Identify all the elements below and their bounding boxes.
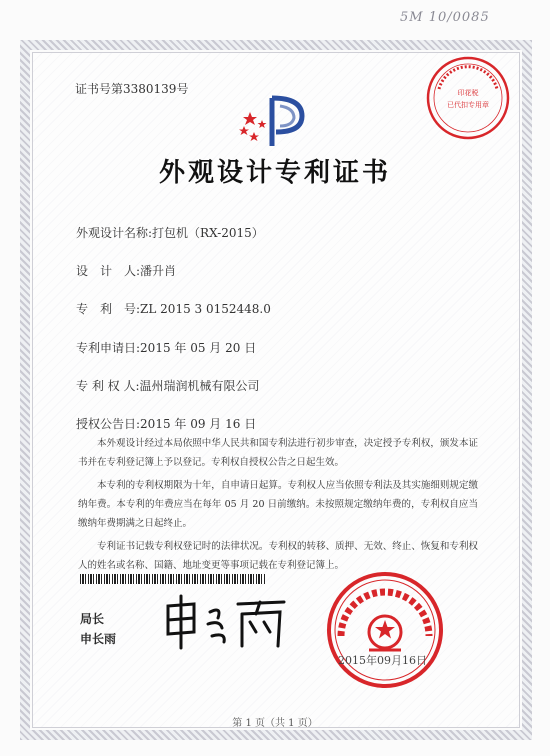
field-label: 外观设计名称: bbox=[76, 226, 153, 240]
field-label: 专利申请日: bbox=[76, 341, 141, 355]
director-name: 申长雨 bbox=[80, 632, 117, 646]
field-patent-number bbox=[76, 300, 271, 317]
body-paragraph: 专利证书记载专利权登记时的法律状况。专利权的转移、质押、无效、终止、恢复和专利权人的姓名或名称、国籍、地址变更等事项记载在专利登记簿上。 bbox=[78, 541, 478, 571]
svg-text:印花税: 印花税 bbox=[457, 89, 479, 97]
sipo-logo-icon bbox=[232, 92, 312, 152]
field-patentee bbox=[76, 377, 260, 394]
handwritten-note: 5M 10/0085 bbox=[400, 10, 490, 25]
svg-text:已代扣专用章: 已代扣专用章 bbox=[447, 101, 489, 109]
field-label: 专 利 号: bbox=[76, 302, 141, 316]
field-value: ZL 2015 3 0152448.0 bbox=[140, 302, 271, 316]
field-value: 打包机（RX-2015） bbox=[152, 226, 264, 240]
certificate-number: 证书号第3380139号 bbox=[75, 82, 189, 96]
field-filing-date bbox=[76, 339, 256, 356]
stamp-duty-seal-icon bbox=[425, 55, 511, 141]
field-label: 授权公告日: bbox=[76, 417, 141, 431]
field-label: 专 利 权 人: bbox=[76, 379, 140, 393]
field-value: 潘升肖 bbox=[140, 264, 177, 278]
seal-date: 2015年09月16日 bbox=[338, 654, 427, 667]
field-value: 温州瑞润机械有限公司 bbox=[139, 379, 260, 393]
certificate-title: 外观设计专利证书 bbox=[158, 158, 391, 188]
page-number: 第 1 页（共 1 页） bbox=[232, 718, 318, 729]
field-value: 2015 年 09 月 16 日 bbox=[140, 417, 257, 431]
official-seal-icon bbox=[325, 570, 445, 690]
field-designer bbox=[76, 262, 176, 279]
field-value: 2015 年 05 月 20 日 bbox=[140, 341, 257, 355]
director-title: 局长 bbox=[80, 612, 105, 626]
certificate-body bbox=[78, 434, 478, 579]
director-signature bbox=[160, 592, 290, 652]
field-design-name bbox=[76, 224, 264, 241]
field-grant-date bbox=[76, 415, 256, 432]
body-paragraph: 本专利的专利权期限为十年，自申请日起算。专利权人应当依照专利法及其实施细则规定缴纳年费。本专利的年费应当在每年 05 月 20 日前缴纳。未按照规定缴纳年费的，专利权自应当缴纳年费期满之日起终止。 bbox=[78, 480, 478, 529]
field-label: 设 计 人: bbox=[76, 264, 141, 278]
body-paragraph: 本外观设计经过本局依照中华人民共和国专利法进行初步审查，决定授予专利权，颁发本证书并在专利登记簿上予以登记。专利权自授权公告之日起生效。 bbox=[78, 438, 478, 468]
barcode bbox=[80, 574, 266, 584]
